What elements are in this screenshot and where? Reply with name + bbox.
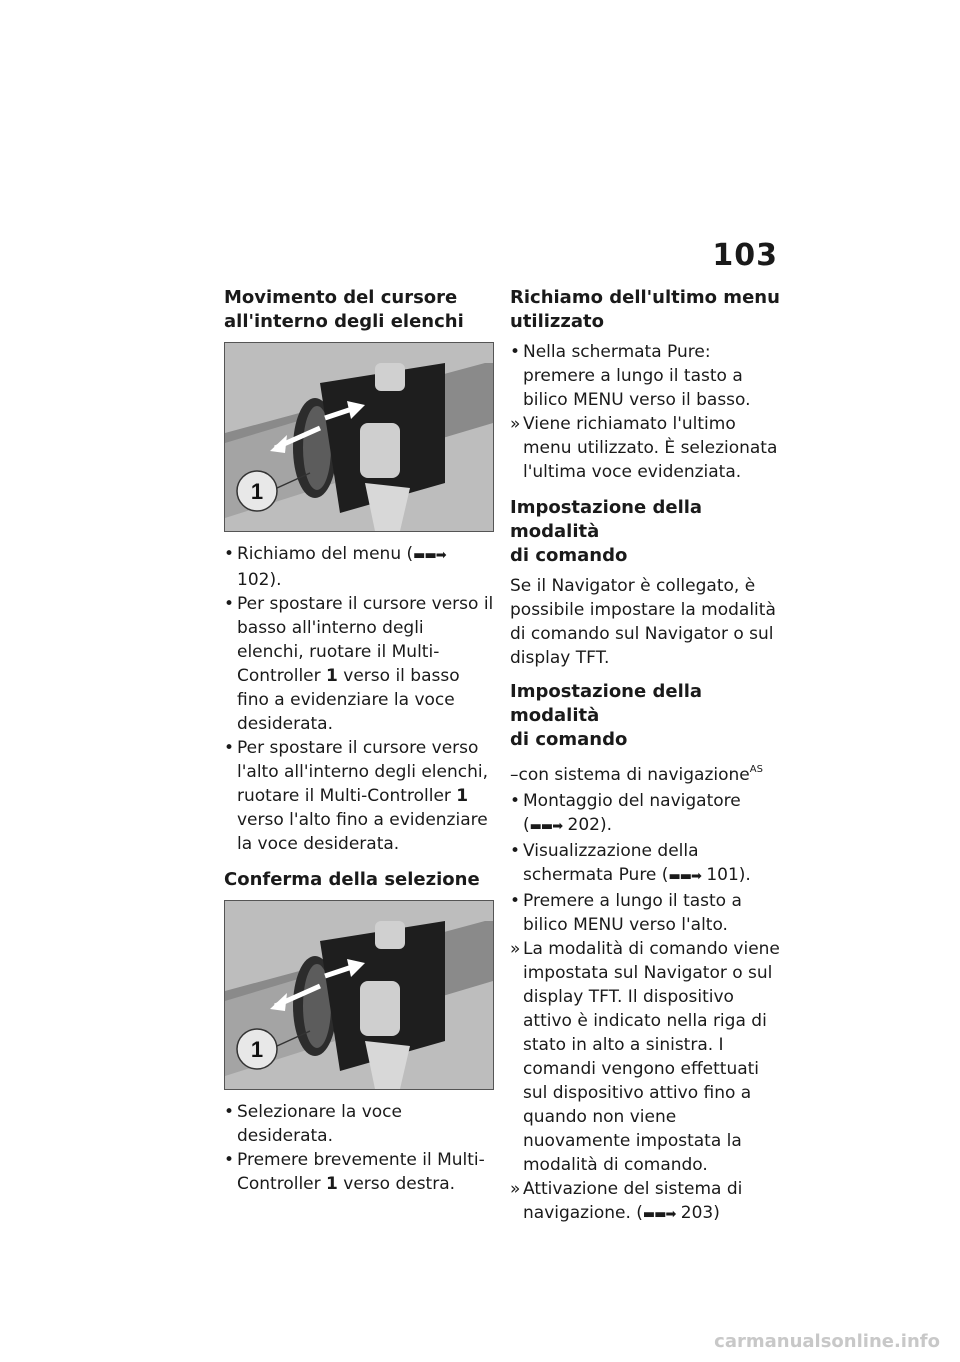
- handlebar-illustration: [225, 343, 493, 531]
- callout-reference: 1: [326, 666, 338, 686]
- page-reference-arrow-icon: ▬▬➡: [413, 548, 446, 563]
- page-reference[interactable]: 102: [237, 570, 270, 590]
- page-reference-arrow-icon: ▬▬➡: [668, 869, 701, 884]
- list-item: [510, 889, 782, 937]
- heading-line: all'interno degli elenchi: [224, 311, 464, 332]
- paragraph: Se il Navigator è collegato, è possibile impostare la modalità di comando sul Navigator o sul display TFT.: [510, 576, 776, 668]
- item-text: verso il basso fino a evidenziare la voce desiderata.: [237, 666, 460, 734]
- item-text: Attivazione del sistema di navigazione. (: [523, 1179, 743, 1223]
- list-item: [510, 340, 782, 412]
- item-text: ).: [269, 570, 282, 590]
- list-item: [510, 937, 782, 1177]
- bullet-marker: •: [224, 594, 235, 614]
- page-reference[interactable]: 101: [706, 865, 739, 885]
- heading-line: Movimento del cursore: [224, 287, 458, 308]
- section-heading: [510, 496, 782, 568]
- list-item: [224, 1100, 494, 1148]
- item-text: Per spostare il cursore verso l'alto all'interno degli elenchi, ruotare il Multi-Controller: [237, 738, 488, 806]
- instruction-list: [224, 1100, 494, 1196]
- bullet-marker: •: [224, 544, 235, 564]
- item-text: Per spostare il cursore verso il basso all'interno degli elenchi, ruotare il Multi-Controller: [237, 594, 494, 686]
- page-number: 103: [712, 238, 778, 273]
- item-text: Premere brevemente il Multi-Controller: [237, 1150, 485, 1194]
- figure-callout-label: 1: [250, 479, 264, 504]
- item-text: ).: [738, 865, 751, 885]
- page-reference-arrow-icon: ▬▬➡: [642, 1207, 676, 1222]
- item-text: Selezionare la voce desiderata.: [237, 1102, 402, 1146]
- item-text: verso destra.: [337, 1174, 456, 1194]
- list-item: [224, 1148, 494, 1196]
- list-item: [510, 839, 782, 889]
- heading-line: di comando: [510, 545, 628, 566]
- list-item: [510, 789, 782, 839]
- handlebar-controller-figure: [224, 900, 494, 1090]
- item-text: Nella schermata Pure: premere a lungo il tasto a bilico MENU verso il basso.: [523, 342, 751, 410]
- heading-line: Richiamo dell'ultimo menu: [510, 287, 780, 308]
- result-marker: »: [510, 939, 521, 959]
- heading-line: Impostazione della modalità: [510, 681, 703, 726]
- section-heading: [510, 286, 782, 334]
- instruction-list: [224, 542, 494, 856]
- handlebar-controller-figure: [224, 342, 494, 532]
- list-item: [510, 1177, 782, 1227]
- figure-callout-label: 1: [250, 1037, 264, 1062]
- section-heading: [224, 286, 494, 334]
- left-column: [224, 286, 494, 1208]
- bullet-marker: •: [224, 1102, 235, 1122]
- list-item: [224, 592, 494, 736]
- callout-reference: 1: [456, 786, 469, 806]
- section-heading: [510, 680, 782, 752]
- item-text: Premere a lungo il tasto a bilico MENU verso l'alto.: [523, 891, 742, 935]
- item-text: Viene richiamato l'ultimo menu utilizzato. È selezionata l'ultima voce evidenziata.: [523, 414, 778, 482]
- item-text: verso l'alto fino a evidenziare la voce desiderata.: [237, 810, 488, 854]
- section-heading: Conferma della selezione: [224, 869, 480, 890]
- bullet-marker: •: [224, 738, 235, 758]
- bullet-marker: •: [510, 342, 521, 362]
- list-item: [224, 542, 494, 592]
- list-item: [510, 412, 782, 484]
- bullet-marker: •: [510, 791, 521, 811]
- page-reference[interactable]: 203: [680, 1203, 714, 1223]
- result-marker: »: [510, 414, 521, 434]
- heading-line: utilizzato: [510, 311, 604, 332]
- right-column: [510, 286, 782, 1239]
- callout-reference: 1: [326, 1174, 338, 1194]
- item-text: ): [713, 1203, 720, 1223]
- equipment-note-text: –con sistema di navigazione: [510, 765, 750, 785]
- list-item: [224, 736, 494, 856]
- item-text: Richiamo del menu (: [237, 544, 414, 564]
- item-text: Visualizzazione della schermata Pure (: [523, 841, 699, 885]
- equipment-code: AS: [749, 764, 763, 775]
- item-text: ).: [599, 815, 613, 835]
- instruction-list: [510, 789, 782, 1227]
- result-marker: »: [510, 1179, 521, 1199]
- heading-line: di comando: [510, 729, 628, 750]
- bullet-marker: •: [510, 891, 521, 911]
- handlebar-illustration: [225, 901, 493, 1089]
- watermark: carmanualsonline.info: [714, 1331, 940, 1352]
- bullet-marker: •: [224, 1150, 235, 1170]
- equipment-note: [510, 758, 782, 787]
- instruction-list: [510, 340, 782, 484]
- item-text: Montaggio del navigatore (: [523, 791, 741, 835]
- page-reference[interactable]: 202: [567, 815, 600, 835]
- heading-line: Impostazione della modalità: [510, 497, 703, 542]
- bullet-marker: •: [510, 841, 521, 861]
- item-text: La modalità di comando viene impostata sul Navigator o sul display TFT. Il dispositivo attivo è indicato nella riga di stato in alto a sinistra. I comandi vengono effettuati sul dispositivo attivo fino a quando non viene nuovamente impostata la modalità di comando.: [523, 939, 780, 1175]
- page-reference-arrow-icon: ▬▬➡: [529, 819, 563, 834]
